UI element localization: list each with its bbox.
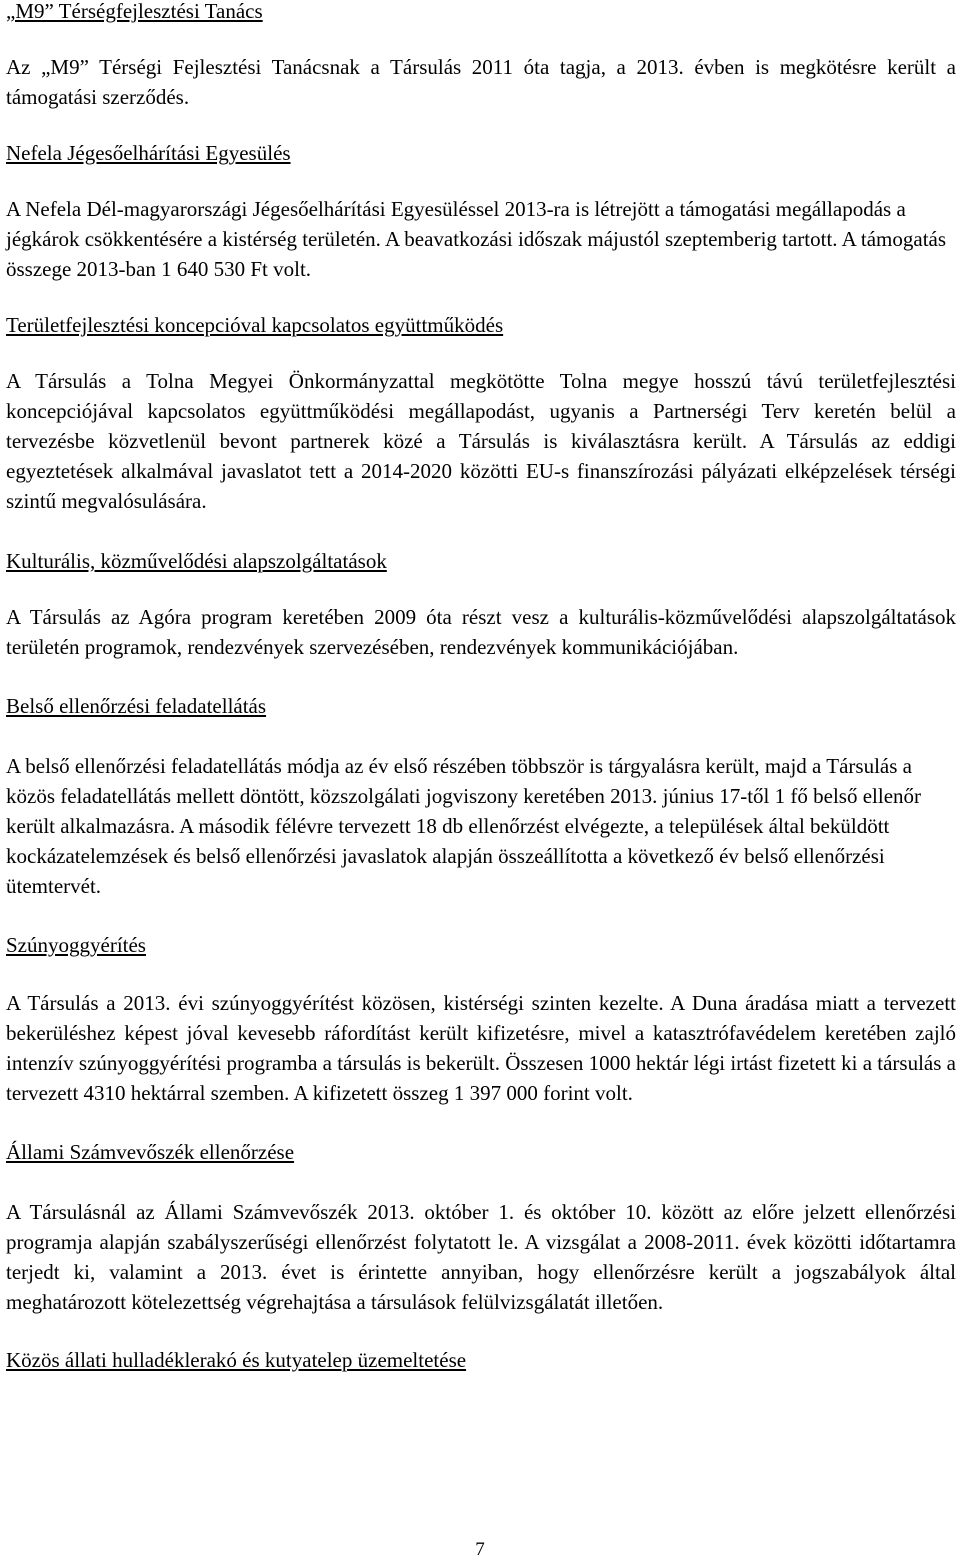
section-body-kulturalis: A Társulás az Agóra program keretében 2009 óta részt vesz a kulturális-közművelődési alapszolgáltatások területén programok, rendezvények szervezésében, rendezvények kommunikációjában.	[6, 605, 956, 659]
section-body-teruletfejlesztes: A Társulás a Tolna Megyei Önkormányzattal megkötötte Tolna megye hosszú távú területfejlesztési koncepciójával kapcsolatos együttműködési megállapodást, ugyanis a Partnerségi Terv keretén belül a tervezésbe közvetlenül bevont partnerek közé a Társulás is kiválasztásra került. A Társulás az eddigi egyeztetések alkalmával javaslatot tett a 2014-2020 közötti EU-s finanszírozási pályázati elképzelések térségi szintű megvalósulására.	[6, 369, 956, 513]
section-body-szunyoggyerites: A Társulás a 2013. évi szúnyoggyérítést közösen, kistérségi szinten kezelte. A Duna áradása miatt a tervezett bekerüléshez képest jóval kevesebb ráfordítást került kifizetésre, mivel a katasztrófavédelem keretében zajló intenzív szúnyoggyérítési programba a társulás is bekerült. Összesen 1000 hektár légi irtást fizetett ki a társulás a tervezett 4310 hektárral szemben. A kifizetett összeg 1 397 000 forint volt.	[6, 991, 956, 1105]
section-heading-kozos-hulladeklerako: Közös állati hulladéklerakó és kutyatelep üzemeltetése	[6, 1348, 467, 1372]
page-number: 7	[475, 1539, 485, 1560]
section-heading-kulturalis: Kulturális, közművelődési alapszolgáltatások	[6, 549, 387, 573]
section-body-nefela: A Nefela Dél-magyarországi Jégesőelhárítási Egyesüléssel 2013-ra is létrejött a támogatási megállapodás a jégkárok csökkentésére a kistérség területén. A beavatkozási időszak májustól szeptemberig tartott. A támogatás összege 2013-ban 1 640 530 Ft volt.	[6, 197, 947, 281]
section-heading-allami-szamvevoszek: Állami Számvevőszék ellenőrzése	[6, 1140, 295, 1164]
section-heading-szunyoggyerites: Szúnyoggyérítés	[6, 933, 146, 957]
section-heading-belso-ellenorzes: Belső ellenőrzési feladatellátás	[6, 694, 267, 718]
section-heading-nefela: Nefela Jégesőelhárítási Egyesülés	[6, 141, 291, 165]
document-page	[6, 0, 956, 1375]
section-heading-teruletfejlesztes: Területfejlesztési koncepcióval kapcsolatos együttműködés	[6, 313, 504, 337]
section-body-belso-ellenorzes: A belső ellenőrzési feladatellátás módja az év első részében többször is tárgyalásra került, majd a Társulás a közös feladatellátás mellett döntött, közszolgálati jogviszony keretében 2013. június 17-től 1 fő belső ellenőr került alkalmazásra. A második félévre tervezett 18 db ellenőrzést elvégezte, a települések által beküldött kockázatelemzések és belső ellenőrzési javaslatok alapján összeállította a következő év belső ellenőrzési ütemtervét.	[6, 754, 922, 898]
section-heading-m9: „M9” Térségfejlesztési Tanács	[6, 0, 263, 23]
section-body-allami-szamvevoszek: A Társulásnál az Állami Számvevőszék 2013. október 1. és október 10. között az előre jelzett ellenőrzési programja alapján szabályszerűségi ellenőrzést folytatott le. A vizsgálat a 2008-2011. évek közötti időtartamra terjedt ki, valamint a 2013. évet is érintette annyiban, hogy ellenőrzésre került a jogszabályok által meghatározott kötelezettség végrehajtása a társulások felülvizsgálatát illetően.	[6, 1200, 956, 1314]
section-body-m9: Az „M9” Térségi Fejlesztési Tanácsnak a Társulás 2011 óta tagja, a 2013. évben is megkötésre került a támogatási szerződés.	[6, 55, 956, 109]
